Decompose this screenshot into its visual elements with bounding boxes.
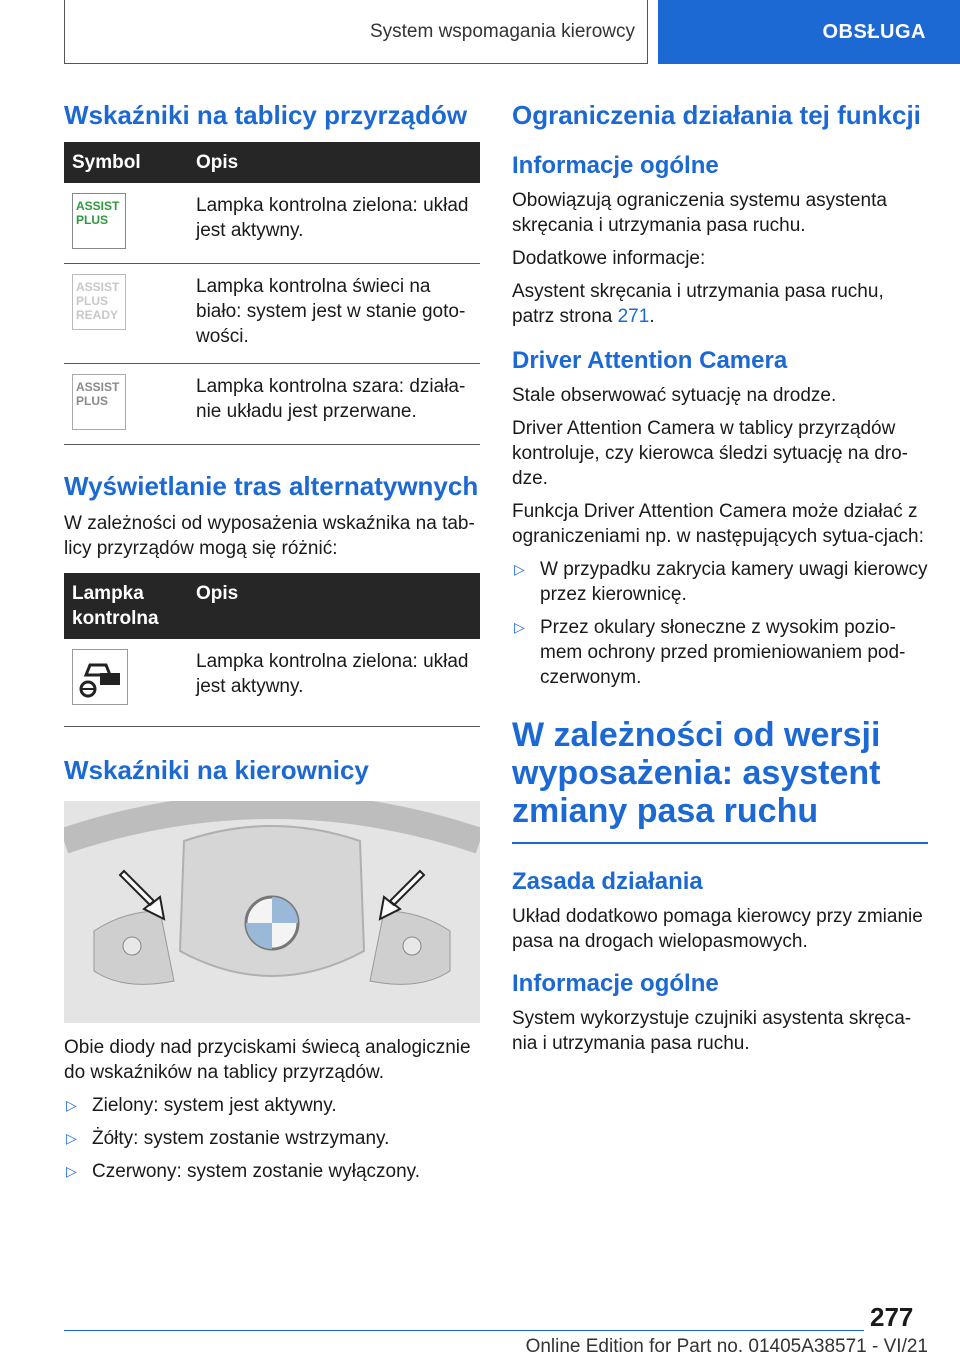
heading-lane-change: W zależności od wersji wyposażenia: asystent zmiany pasa ruchu xyxy=(512,716,881,830)
header-chapter-title: OBSŁUGA xyxy=(822,20,926,43)
row-desc: Lampka kontrolna świeci na biało: system jest w stanie goto-wości. xyxy=(188,264,480,364)
triangle-bullet-icon: ▷ xyxy=(514,561,525,577)
route-table xyxy=(64,573,480,727)
left-column xyxy=(64,100,480,1192)
list-item: ▷ W przypadku zakrycia kamery uwagi kierowcy przez kierownicę. xyxy=(514,559,928,605)
heading-divider xyxy=(512,842,928,844)
heading-wheel: Wskaźniki na kierownicy xyxy=(64,755,369,785)
table-header-desc: Opis xyxy=(188,573,480,639)
list-item: ▷ Przez okulary słoneczne z wysokim pozio-mem ochrony przed promieniowaniem pod-czerwonym. xyxy=(514,617,906,688)
table-row xyxy=(64,639,480,727)
camera-paragraph-3: Funkcja Driver Attention Camera może działać z ograniczeniami np. w następujących sytua-cjach: xyxy=(512,501,924,547)
header-section-title: System wspomagania kierowcy xyxy=(369,20,635,42)
footer-edition: Online Edition for Part no. 01405A38571 - VI/21 xyxy=(525,1336,928,1357)
assist-plus-green-icon: ASSIST PLUS xyxy=(72,193,126,249)
triangle-bullet-icon: ▷ xyxy=(514,619,525,635)
page-number: 277 xyxy=(870,1302,914,1332)
assist-plus-grey-icon: ASSIST PLUS xyxy=(72,374,126,430)
table-row xyxy=(64,364,480,445)
reference-paragraph: Asystent skręcania i utrzymania pasa ruchu, patrz strona 271. xyxy=(512,281,884,327)
camera-paragraph-2: Driver Attention Camera w tablicy przyrządów kontroluje, czy kierowca śledzi sytuację na dro-dze. xyxy=(512,418,909,489)
list-item: ▷ Żółty: system zostanie wstrzymany. xyxy=(66,1128,390,1149)
table-header-desc: Opis xyxy=(188,142,480,183)
indicator-table xyxy=(64,142,480,445)
page-link[interactable]: 271 xyxy=(617,306,650,327)
heading-limits: Ograniczenia działania tej funkcji xyxy=(512,100,921,130)
triangle-bullet-icon: ▷ xyxy=(66,1097,77,1113)
right-column xyxy=(512,100,928,1064)
heading-camera: Driver Attention Camera xyxy=(512,347,788,374)
heading-principle: Zasada działania xyxy=(512,868,703,895)
table-header-symbol: Symbol xyxy=(64,142,188,183)
wheel-bullets xyxy=(64,1093,480,1184)
general-paragraph-2: System wykorzystuje czujniki asystenta skręca-nia i utrzymania pasa ruchu. xyxy=(512,1008,912,1054)
heading-general-2: Informacje ogólne xyxy=(512,970,719,997)
assist-plus-ready-icon: ASSIST PLUS READY xyxy=(72,274,126,330)
more-info-label: Dodatkowe informacje: xyxy=(512,248,706,269)
camera-bullets xyxy=(512,557,928,690)
table-header-lamp: Lampka kontrolna xyxy=(64,573,188,639)
row-desc: Lampka kontrolna zielona: układ jest aktywny. xyxy=(188,183,480,264)
footer-divider xyxy=(64,1330,864,1331)
header-section-tab xyxy=(64,0,648,64)
row-desc: Lampka kontrolna zielona: układ jest aktywny. xyxy=(188,639,480,727)
triangle-bullet-icon: ▷ xyxy=(66,1163,77,1179)
row-desc: Lampka kontrolna szara: działa-nie układu jest przerwane. xyxy=(188,364,480,445)
camera-paragraph-1: Stale obserwować sytuację na drodze. xyxy=(512,385,837,406)
lane-cars-steering-icon xyxy=(72,649,128,705)
table-row xyxy=(64,264,480,364)
general-paragraph: Obowiązują ograniczenia systemu asystenta skręcania i utrzymania pasa ruchu. xyxy=(512,190,887,236)
wheel-paragraph: Obie diody nad przyciskami świecą analogicznie do wskaźników na tablicy przyrządów. xyxy=(64,1037,471,1083)
heading-routes: Wyświetlanie tras alternatywnych xyxy=(64,471,479,501)
list-item: ▷ Czerwony: system zostanie wyłączony. xyxy=(66,1161,421,1182)
routes-paragraph: W zależności od wyposażenia wskaźnika na tab-licy przyrządów mogą się różnić: xyxy=(64,513,475,559)
heading-general: Informacje ogólne xyxy=(512,152,719,179)
principle-paragraph: Układ dodatkowo pomaga kierowcy przy zmianie pasa na drogach wielopasmowych. xyxy=(512,906,923,952)
heading-indicators: Wskaźniki na tablicy przyrządów xyxy=(64,100,468,130)
list-item: ▷ Zielony: system jest aktywny. xyxy=(66,1095,337,1116)
steering-wheel-image xyxy=(64,801,480,1023)
triangle-bullet-icon: ▷ xyxy=(66,1130,77,1146)
header-chapter-badge xyxy=(658,0,960,64)
table-row xyxy=(64,183,480,264)
